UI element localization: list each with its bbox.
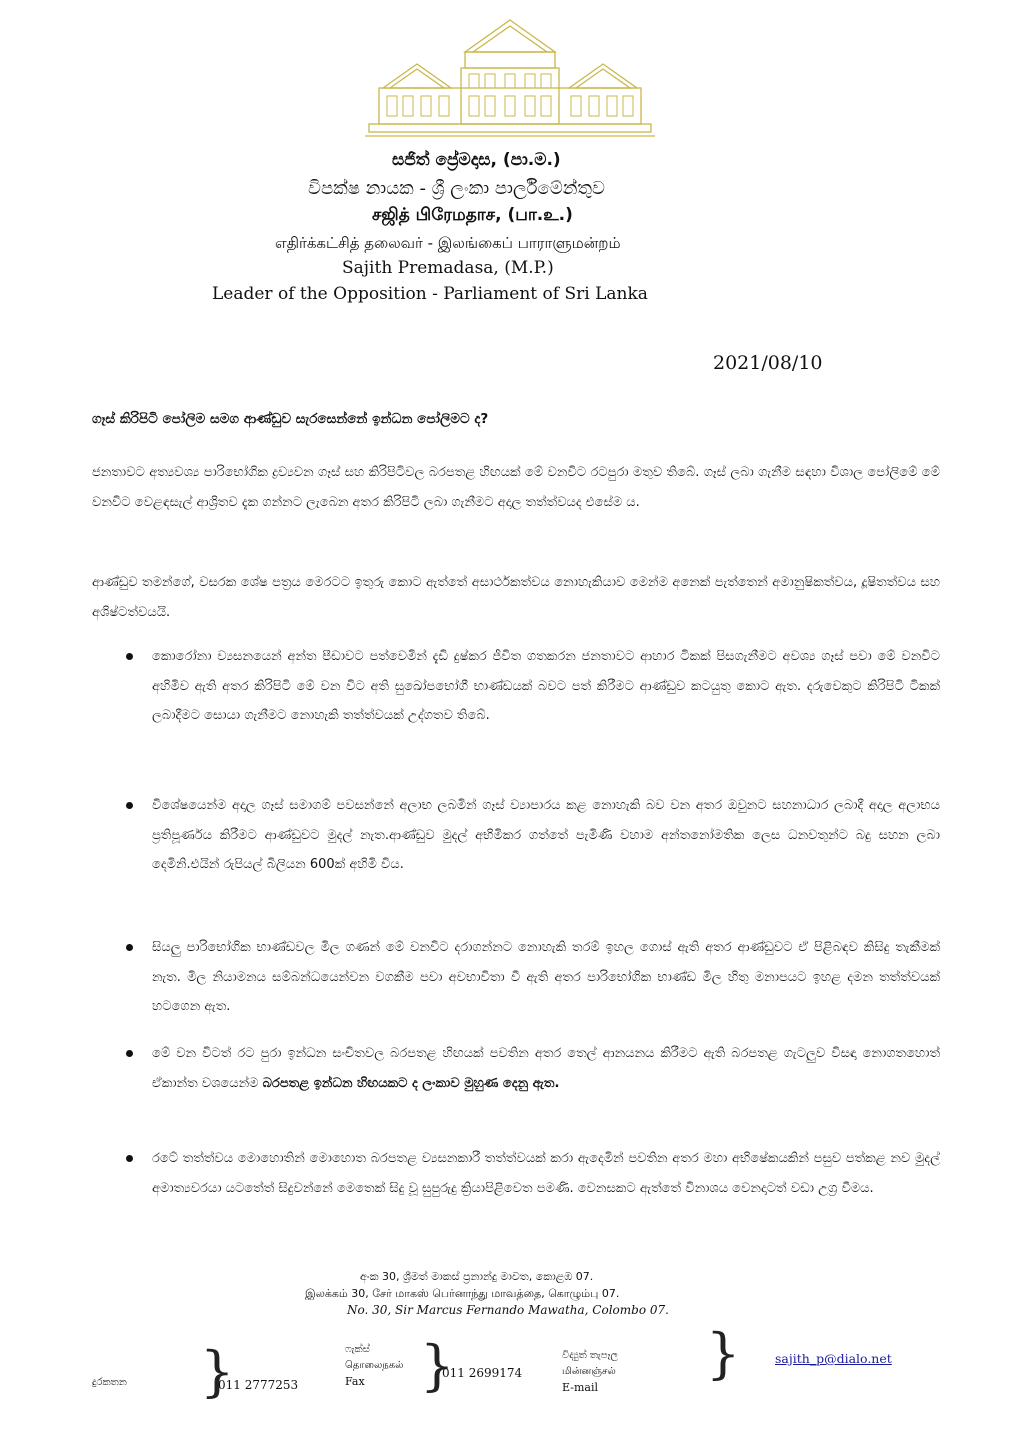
phone-number: 011 2777253 xyxy=(218,1378,299,1392)
name-english: Sajith Premadasa, (M.P.) xyxy=(342,258,554,278)
brace-icon: } xyxy=(200,1340,235,1403)
name-tamil: சஜித் பிரேமதாச, (பா.உ.) xyxy=(372,205,573,225)
email-label-sinhala: විද්‍යුත් තැපෑල xyxy=(562,1350,618,1361)
name-sinhala: සජිත් ප්‍රේමදාස, (පා.ම.) xyxy=(392,150,561,170)
parliament-logo xyxy=(365,18,655,140)
paragraph-2: ආණ්ඩුව තමන්ගේ, වසරක ශේෂ පත්‍රය මෙරටට ඉතුරු කොට ඇත්තේ අසාර්ථකත්වය නොහැකියාව මෙන්ම අනෙක් පැත්තෙන් අමානුෂිකත්වය, දූෂිතත්වය සහ අශිෂ්ටත්වයයි. xyxy=(92,575,940,620)
bullet-4-bold-text: බරපතළ ඉන්ධන හිඟයකට ද ලංකාව මුහුණ දෙනු ඇත. xyxy=(262,1075,560,1091)
bullet-4-text: මේ වන විටත් රට පුරා ඉන්ධන සංචිතවල බරපතළ හිඟයක් පවතින අතර තෙල් ආනයනය කිරීමට ඇති බරපතළ ගැටලුව විසඳා නොගතහොත් ඒකාන්ත වශයෙන්ම xyxy=(152,1046,940,1091)
email-label-tamil: மின்னஞ்சல் xyxy=(562,1366,616,1377)
bullet-item-5: රටේ තත්ත්වය මොහොතින් මොහොත බරපතළ ව්‍යසනකාරී තත්ත්වයක් කරා ඇදෙමින් පවතින අතර මහා අභිෂේකයකින් පසුව පත්කළ නව මුදල් අමාත්‍යවරයා යටතේත් සිදුවන්නේ මෙතෙක් සිදු වූ සුපුරුදු ක්‍රියාපිළිවෙත පමණි. වෙනසකට ඇත්තේ විනාශය වෙනදාටත් වඩා උග්‍ර වීමය. xyxy=(152,1144,940,1203)
address-sinhala: අංක 30, ශ්‍රීමත් මාකස් ප්‍රනාන්දු මාවත, කොළඹ 07. xyxy=(360,1270,594,1283)
fax-number: 011 2699174 xyxy=(442,1366,523,1380)
title-tamil: எதிர்க்கட்சித் தலைவர் - இலங்கைப் பாராளுமன்றம் xyxy=(275,234,621,252)
bullet-item-1: කොරෝනා ව්‍යසනයෙන් අන්ත පීඩාවට පත්වෙමින් දැඩි දුෂ්කර ජීවිත ගතකරන ජනතාවට ආහාර ටිකක් පිසගැනීමට අවශ්‍ය ගෑස් පවා මේ වනවිට අහිමිව ඇති අතර කිරිපිටි මේ වන විට අති සුඛෝපභෝගී භාණ්ඩයක් බවට පත් කිරීමට ආණ්ඩුව කටයුතු කොට ඇත. දරුවෙකුට කිරිපිටි ටිකක් ලබාදීමට සොයා ගැනීමට නොහැකි තත්ත්වයක් උද්ගතව තිබේ. xyxy=(152,642,940,731)
bullet-item-4 xyxy=(152,1039,940,1098)
paragraph-1: ජනතාවට අත්‍යවශ්‍ය පාරිභෝගික ද්‍රව්‍යවන ගෑස් සහ කිරිපිටිවල බරපතළ හිඟයක් මේ වනවිට රටපුරා මතුව තිබේ. ගෑස් ලබා ගැනීම සඳහා විශාල පෝලිමේ මේ වනවිට වෙළඳසැල් ආශ්‍රිතව දැක ගන්නට ලැබෙන අතර කිරිපිටි ලබා ගැනීමට අදාල තත්ත්වයද එසේම ය. xyxy=(92,465,940,510)
fax-label-sinhala: ෆැක්ස් xyxy=(345,1344,370,1355)
fax-label-english: Fax xyxy=(345,1375,365,1388)
address-english: No. 30, Sir Marcus Fernando Mawatha, Colombo 07. xyxy=(347,1303,669,1317)
email-link[interactable]: sajith_p@dialo.net xyxy=(775,1351,892,1366)
email-label-english: E-mail xyxy=(562,1381,598,1394)
bullet-item-3: සියලු පාරිභෝගික භාණ්ඩවල මිල ගණන් මේ වනවිට දරාගන්නට නොහැකි තරම් ඉහල ගොස් ඇති අතර ආණ්ඩුවට ඒ පිළිබඳව කිසිදු තැකීමක් නැත. මිල නියාමනය සම්බන්ධයෙන්වන වගකීම පවා අවභාවිතා වී ඇති අතර පාරිභෝගික භාණ්ඩ මිල හිතු මනාපයට ඉහළ දමන තත්ත්වයක් හටගෙන ඇත. xyxy=(152,933,940,1022)
document-title: ගෑස් කිරිපිටි පෝලිම සමග ආණ්ඩුව සැරසෙන්නේ ඉන්ධන පෝලිමට ද? xyxy=(92,411,489,427)
title-sinhala: විපක්ෂ නායක - ශ්‍රී ලංකා පාර්ලිමේන්තුව xyxy=(308,178,605,199)
fax-label-tamil: தொலைநகல் xyxy=(345,1360,404,1371)
brace-icon: } xyxy=(420,1334,455,1397)
address-tamil: இலக்கம் 30, சேர் மாகஸ் பெர்னாந்து மாவத்தை, கொழும்பு 07. xyxy=(305,1287,620,1300)
title-english: Leader of the Opposition - Parliament of Sri Lanka xyxy=(212,284,648,304)
document-date: 2021/08/10 xyxy=(713,352,823,374)
phone-label: දුරකතන xyxy=(92,1377,127,1388)
bullet-item-2: විශේෂයෙන්ම අදාල ගෑස් සමාගම් පවසන්නේ අලාභ ලබමින් ගෑස් ව්‍යාපාරය කළ නොහැකි බව වන අතර ඔවුනට සහනාධාර ලබාදී අදාල අලාභය ප්‍රතිපූර්ණය කිරීමට ආණ්ඩුවට මුදල් නැත.ආණ්ඩුව මුදල් අභිමිකර ගත්තේ පැමිණි වහාම අන්තනෝමතික ලෙස ධනවතුන්ට බදු සහන ලබා දෙමිනි.එයින් රුපියල් බිලියන 600ක් අහිමි විය. xyxy=(152,791,940,880)
brace-icon: } xyxy=(706,1322,741,1385)
